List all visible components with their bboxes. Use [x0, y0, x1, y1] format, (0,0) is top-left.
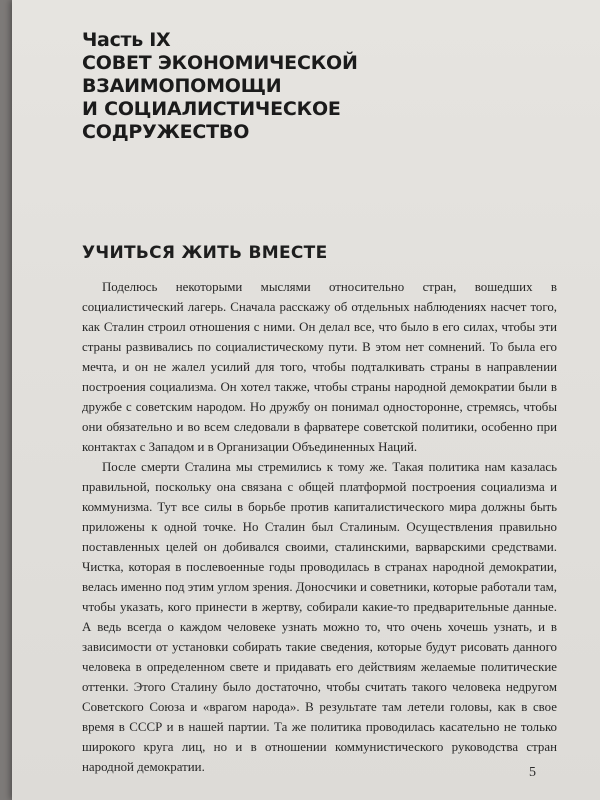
part-title: [82, 52, 412, 144]
part-title-line: СОДРУЖЕСТВО: [82, 121, 250, 143]
part-heading: [82, 28, 412, 144]
paragraph: Поделюсь некоторыми мыслями относительно стран, вошедших в социалистический лагерь. Сначала расскажу об отдельных наблюдениях насчет того, как Сталин строил отношения с ними. Он делал все, что было в его силах, чтобы эти страны развивались по социалистическому пути. В этом нет сомнений. То была его мечта, и он не жалел усилий для того, чтобы подталкивать страны в направлении построения социализма. Он хотел также, чтобы страны народной демократии были в дружбе с советским народом. Но дружбу он понимал односторонне, стремясь, чтобы они обязательно и во всем следовали в фарватере советской политики, особенно при контактах с Западом и в Организации Объединенных Наций.: [82, 280, 557, 454]
part-title-line: ВЗАИМОПОМОЩИ: [82, 75, 282, 97]
part-title-line: СОВЕТ ЭКОНОМИЧЕСКОЙ: [82, 52, 358, 74]
part-number: Часть IX: [82, 29, 171, 51]
body-text: [82, 277, 557, 777]
part-title-line: И СОЦИАЛИСТИЧЕСКОЕ: [82, 98, 341, 120]
section-title: УЧИТЬСЯ ЖИТЬ ВМЕСТЕ: [82, 243, 328, 263]
paragraph: После смерти Сталина мы стремились к тому же. Такая политика нам казалась правильной, поскольку она связана с общей платформой построения социализма и коммунизма. Тут все силы в борьбе против капиталистического мира должны быть приложены к одной точке. Но Сталин был Сталиным. Осуществления правильно поставленных целей он добивался своими, сталинскими, варварскими средствами. Чистка, которая в послевоенные годы проводилась в странах народной демократии, велась именно под этим углом зрения. Доносчики и советники, которые работали там, чтобы указать, кого принести в жертву, собирали какие-то предварительные данные. А ведь всегда о каждом человеке узнать можно то, что очень хочешь узнать, и в зависимости от установки собирать такие сведения, которые будут рисовать данного человека в определенном свете и придавать его действиям желаемые политические оттенки. Этого Сталину было достаточно, чтобы считать такого человека недругом Советского Союза и «врагом народа». В результате там летели головы, как в свое время в СССР и в нашей партии. Та же политика проводилась касательно не только широкого круга лиц, но и в отношении коммунистического руководства стран народной демократии.: [82, 460, 557, 774]
book-page: [12, 0, 600, 800]
page-number: 5: [529, 765, 536, 780]
